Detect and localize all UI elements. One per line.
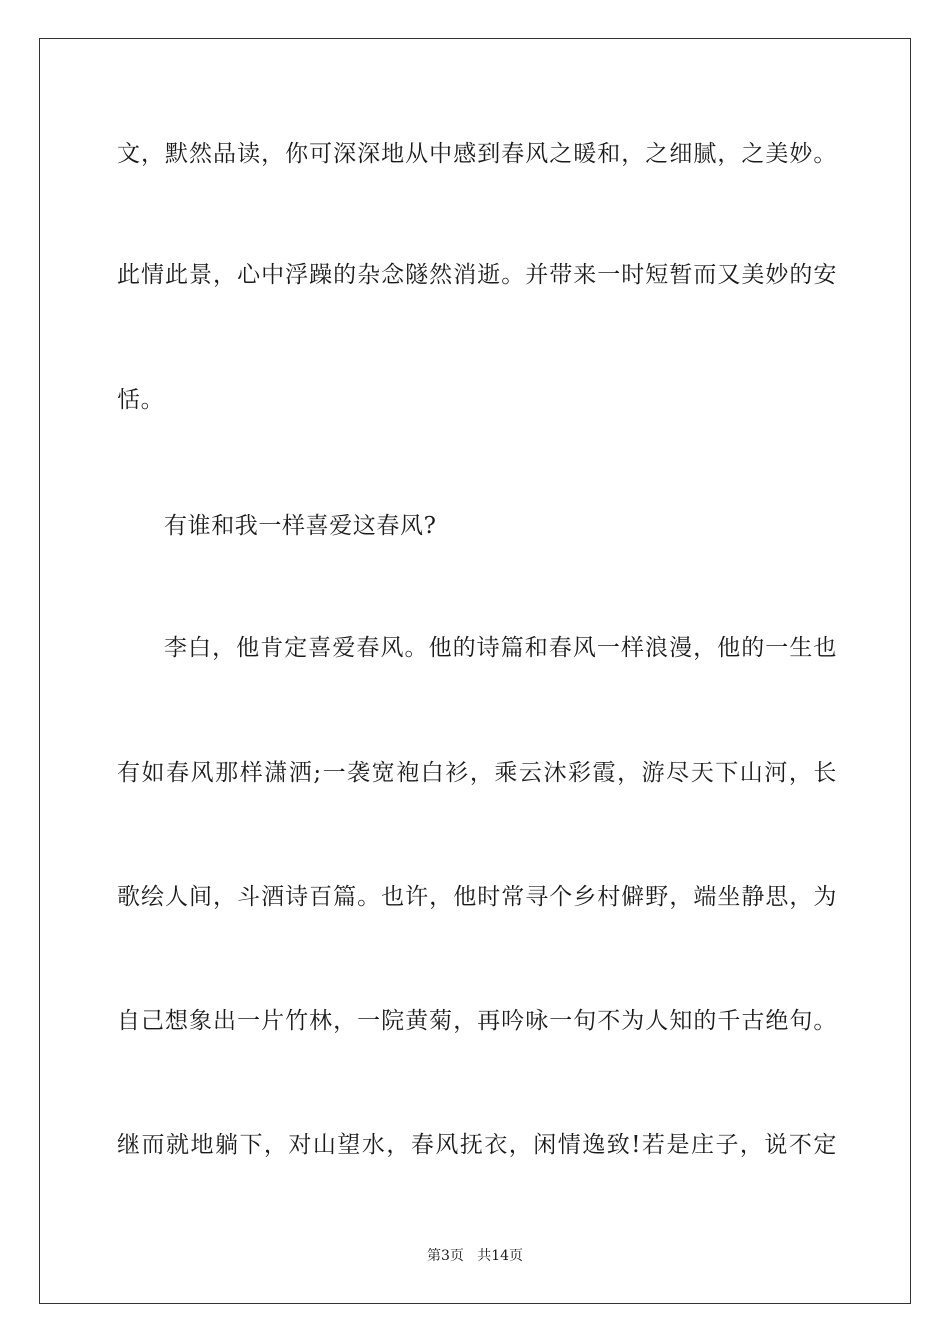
paragraph-line-3: 恬。: [117, 387, 165, 413]
paragraph-line-2: 此情此景，心中浮躁的杂念隧然消逝。并带来一时短暂而又美妙的安: [117, 262, 837, 288]
paragraph-line-8: 自己想象出一片竹林，一院黄菊，再吟咏一句不为人知的千古绝句。: [117, 1008, 837, 1034]
paragraph-line-4: 有谁和我一样喜爱这春风?: [164, 513, 437, 539]
paragraph-line-6: 有如春风那样潇洒;一袭宽袍白衫，乘云沐彩霞，游尽天下山河，长: [117, 760, 837, 786]
paragraph-line-9: 继而就地躺下，对山望水，春风抚衣，闲情逸致!若是庄子，说不定: [117, 1132, 837, 1158]
paragraph-line-1: 文，默然品读，你可深深地从中感到春风之暖和，之细腻，之美妙。: [117, 141, 837, 167]
paragraph-line-5: 李白，他肯定喜爱春风。他的诗篇和春风一样浪漫，他的一生也: [164, 635, 837, 661]
page-number-footer: 第3页 共14页: [426, 1248, 524, 1264]
paragraph-line-7: 歌绘人间，斗酒诗百篇。也许，他时常寻个乡村僻野，端坐静思，为: [117, 884, 837, 910]
page-border: [39, 38, 911, 1304]
